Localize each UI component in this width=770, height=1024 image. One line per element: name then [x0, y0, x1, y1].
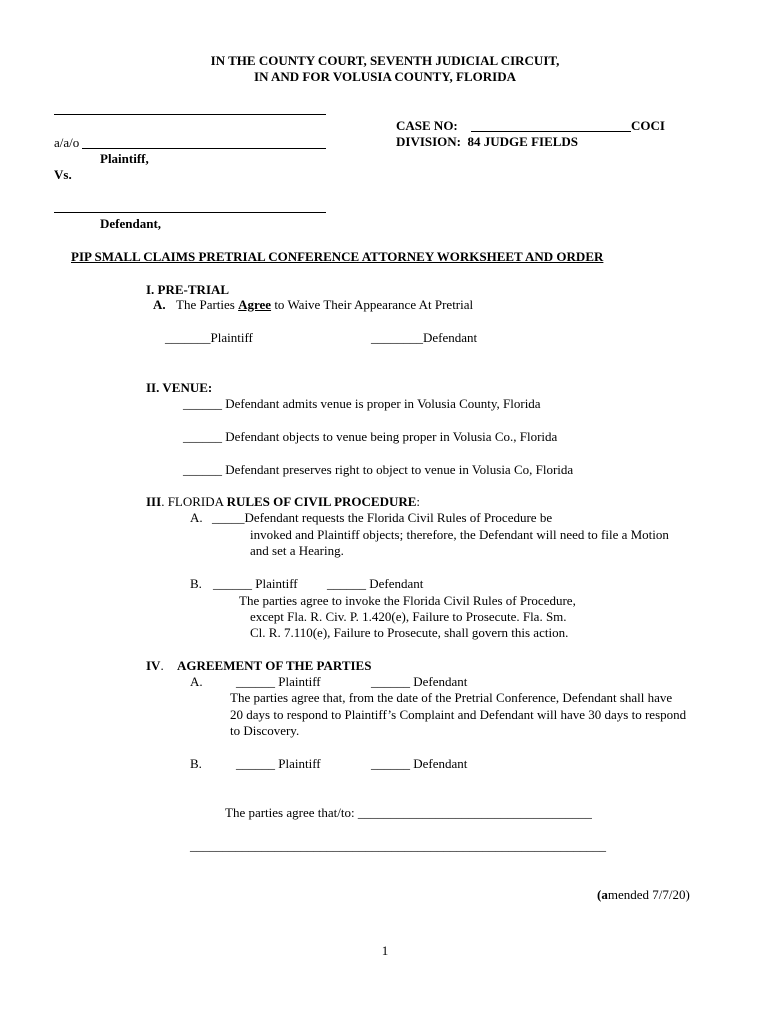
plaintiff-label: Plaintiff, — [100, 151, 149, 166]
section3-b-line1: The parties agree to invoke the Florida Civil Rules of Procedure, — [239, 593, 576, 608]
section3-b-defendant: ______ Defendant — [327, 576, 424, 591]
section1-a-label: A. — [153, 297, 166, 312]
defendant-label: Defendant, — [100, 216, 162, 231]
section4-a-line1: The parties agree that, from the date of the Pretrial Conference, Defendant shall have — [230, 690, 673, 705]
section2-heading: II. VENUE: — [146, 380, 213, 395]
venue-item-admits: ______ Defendant admits venue is proper in Volusia County, Florida — [183, 396, 541, 411]
section3-a-line1: _____Defendant requests the Florida Civil Rules of Procedure be — [212, 510, 553, 525]
section3-b-label: B. — [190, 576, 202, 591]
court-heading-line2: IN AND FOR VOLUSIA COUNTY, FLORIDA — [254, 69, 516, 84]
section3-a-line2: invoked and Plaintiff objects; therefore, the Defendant will need to file a Motion — [250, 527, 669, 542]
section1-defendant-blank: ________Defendant — [371, 330, 478, 345]
section4-b-label: B. — [190, 756, 202, 771]
blank-agreement-line: ________________________________________________________________ — [190, 838, 606, 853]
section4-a-label: A. — [190, 674, 203, 689]
agree-word: Agree — [238, 297, 272, 312]
defendant-name-line — [54, 212, 326, 213]
coci-label: COCI — [631, 118, 665, 133]
document-title: PIP SMALL CLAIMS PRETRIAL CONFERENCE ATTORNEY WORKSHEET AND ORDER — [71, 249, 604, 264]
section3-b-line2: except Fla. R. Civ. P. 1.420(e), Failure to Prosecute. Fla. Sm. — [250, 609, 567, 624]
section4-b-defendant: ______ Defendant — [371, 756, 468, 771]
section1-plaintiff-blank: _______Plaintiff — [165, 330, 253, 345]
section3-a-label: A. — [190, 510, 203, 525]
section4-heading-num: IV. — [146, 658, 164, 673]
division-value: 84 JUDGE FIELDS — [467, 134, 579, 149]
section3-b-line3: Cl. R. 7.110(e), Failure to Prosecute, shall govern this action. — [250, 625, 569, 640]
section1-a-text: The Parties Agree to Waive Their Appearance At Pretrial — [176, 297, 474, 312]
division-label: DIVISION: 84 JUDGE FIELDS — [396, 134, 579, 149]
venue-item-objects: ______ Defendant objects to venue being proper in Volusia Co., Florida — [183, 429, 558, 444]
section3-heading: III. FLORIDA RULES OF CIVIL PROCEDURE: — [146, 494, 421, 509]
venue-item-preserves: ______ Defendant preserves right to object to venue in Volusia Co, Florida — [183, 462, 574, 477]
section4-a-line3: to Discovery. — [230, 723, 300, 738]
vs-label: Vs. — [54, 167, 72, 182]
section1-heading: I. PRE-TRIAL — [146, 282, 230, 297]
section3-b-plaintiff: ______ Plaintiff — [213, 576, 298, 591]
section4-heading: AGREEMENT OF THE PARTIES — [177, 658, 372, 673]
amended-date: (amended 7/7/20) — [597, 887, 690, 902]
case-no-label: CASE NO: — [396, 118, 458, 133]
aao-label: a/a/o — [54, 135, 80, 150]
aao-name-line — [82, 148, 326, 149]
page-number: 1 — [381, 943, 389, 958]
section4-a-defendant: ______ Defendant — [371, 674, 468, 689]
section4-b-plaintiff: ______ Plaintiff — [236, 756, 321, 771]
section3-a-line3: and set a Hearing. — [250, 543, 344, 558]
section4-a-line2: 20 days to respond to Plaintiff’s Complaint and Defendant will have 30 days to respond — [230, 707, 687, 722]
agree-to-line: The parties agree that/to: ____________________________________ — [225, 805, 592, 820]
court-heading-line1: IN THE COUNTY COURT, SEVENTH JUDICIAL CIRCUIT, — [210, 53, 560, 68]
section4-a-plaintiff: ______ Plaintiff — [236, 674, 321, 689]
case-no-line — [471, 131, 631, 132]
plaintiff-name-line — [54, 114, 326, 115]
